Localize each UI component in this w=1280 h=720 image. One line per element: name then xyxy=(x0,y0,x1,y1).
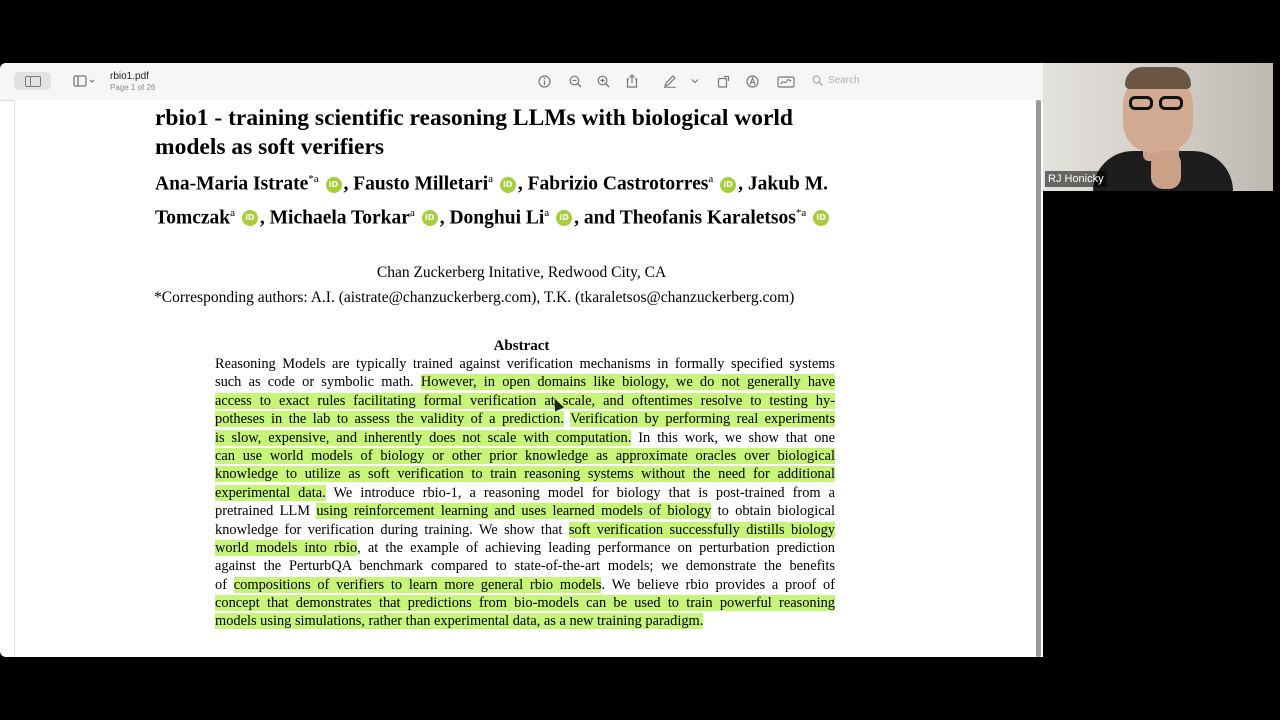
highlighted-text: world models into rbio xyxy=(215,539,358,556)
abstract-text: We introduce rbio-1, a reasoning model for biology that is post-trained from a xyxy=(325,484,836,501)
sidebar-toggle-button[interactable] xyxy=(14,72,51,90)
author-name: Tomczak xyxy=(155,207,231,228)
author-affiliation-mark: *a xyxy=(308,173,319,185)
abstract-line xyxy=(215,539,835,557)
author-affiliation-mark: a xyxy=(409,206,415,219)
author-line: Ana-Maria Istrate$^{*a}$ iD , Fausto Milletari$^a$ iD , Fabrizio Castrotorres$^a$ iD , Jakub M. xyxy=(155,173,829,195)
orcid-icon[interactable]: iD xyxy=(720,177,736,193)
highlighted-text: models using simulations, rather than experimental data, as a new training paradigm. xyxy=(215,613,704,630)
abstract-text: Reasoning Models are typically trained against verification mechanisms in formally specified systems xyxy=(215,356,835,372)
video-person-glasses xyxy=(1127,96,1187,110)
scrollbar-thumb[interactable] xyxy=(1036,100,1041,657)
abstract-text: knowledge for verification during training. We show that xyxy=(215,521,569,538)
author-name: and Theofanis Karaletsos xyxy=(583,207,796,228)
sidebar-view-button[interactable] xyxy=(72,72,96,90)
search-placeholder: Search xyxy=(828,75,860,86)
abstract-line xyxy=(215,392,835,410)
video-call-tile[interactable] xyxy=(1043,63,1273,191)
highlighted-text: concept that demonstrates that predictions from bio-models can be used to train powerful reasoning xyxy=(215,595,835,612)
sidebar-view-icon xyxy=(73,75,95,87)
highlighted-text: compositions of verifiers to learn more general rbio models xyxy=(233,576,602,593)
author-name: Ana-Maria Istrate xyxy=(155,173,309,195)
abstract-text: to obtain biological xyxy=(711,503,836,520)
author-list xyxy=(155,165,915,232)
info-button[interactable] xyxy=(537,72,551,90)
markup-pen-button[interactable] xyxy=(662,72,678,90)
highlighted-text: knowledge to utilize as soft verification to train reasoning systems without the need for additional xyxy=(215,466,835,483)
participant-name-label: RJ Honicky xyxy=(1045,171,1107,187)
markup-menu-button[interactable] xyxy=(690,72,700,90)
orcid-icon[interactable]: iD xyxy=(500,177,516,193)
author-name: Fabrizio Castrotorres xyxy=(527,173,709,195)
abstract-text: of xyxy=(215,576,234,593)
orcid-icon[interactable]: iD xyxy=(422,210,438,226)
author-name: Jakub M. xyxy=(747,173,829,195)
video-person-hand xyxy=(1151,151,1181,189)
highlighted-text: soft verification successfully distills biology xyxy=(568,521,835,538)
rotate-icon xyxy=(717,75,730,88)
search-field[interactable] xyxy=(812,75,860,86)
author-affiliation-mark: *a xyxy=(795,206,807,219)
sign-icon xyxy=(777,75,795,88)
orcid-icon[interactable]: iD xyxy=(326,177,342,193)
abstract-line xyxy=(215,594,835,612)
highlight-button[interactable] xyxy=(745,72,759,90)
author-line: Tomczak$^a$ iD , Michaela Torkar$^a$ iD , Donghui Li$^a$ iD , and Theofanis Karaletsos$^{*a}$ iD xyxy=(155,199,915,233)
video-person-hair xyxy=(1125,67,1191,89)
highlighted-text: Verification by performing real experiments xyxy=(570,411,835,428)
orcid-icon[interactable]: iD xyxy=(556,210,572,226)
author-name: Donghui Li xyxy=(449,207,545,228)
author-affiliation-mark: a xyxy=(708,173,714,185)
abstract-line xyxy=(215,521,835,539)
abstract-body xyxy=(215,355,835,631)
highlighted-text: experimental data. xyxy=(215,484,326,501)
abstract-text: pretrained LLM xyxy=(215,503,317,520)
sign-button[interactable] xyxy=(776,72,796,90)
abstract-line xyxy=(215,484,835,502)
abstract-text: such as code or symbolic math. xyxy=(215,374,421,391)
zoom-in-button[interactable] xyxy=(596,72,610,90)
rotate-button[interactable] xyxy=(716,72,730,90)
author-affiliation-mark: a xyxy=(230,206,236,219)
author-affiliation-mark: a xyxy=(488,173,493,185)
orcid-icon[interactable]: iD xyxy=(813,210,829,226)
highlighted-text: can use world models of biology or other prior knowledge as approximate oracles over biological xyxy=(215,447,835,464)
highlight-icon xyxy=(746,75,759,88)
chevron-down-icon xyxy=(691,78,699,84)
document-title: rbio1.pdf xyxy=(110,71,149,82)
abstract-text: In this work, we show that one xyxy=(631,429,836,446)
highlighted-text: access to exact rules facilitating formal verification at scale, and oftentimes resolve to testing hy- xyxy=(215,392,835,409)
page-indicator: Page 1 of 26 xyxy=(110,83,156,92)
abstract-line xyxy=(215,557,835,575)
abstract-line xyxy=(215,465,835,483)
author-name: Fausto Milletari xyxy=(353,173,489,195)
info-icon xyxy=(538,75,551,88)
abstract-line xyxy=(215,410,835,428)
abstract-text: , at the example of achieving leading performance on perturbation prediction xyxy=(357,539,835,556)
abstract-line xyxy=(215,502,835,520)
share-icon xyxy=(626,74,638,88)
abstract-line xyxy=(215,429,835,447)
share-button[interactable] xyxy=(625,72,639,90)
highlighted-text: using reinforcement learning and uses learned models of biology xyxy=(316,503,712,520)
author-name: Michaela Torkar xyxy=(269,207,410,228)
highlighted-text: potheses in the lab to assess the validity of a prediction. xyxy=(215,411,564,428)
abstract-line xyxy=(215,447,835,465)
toolbar xyxy=(0,63,1043,101)
paper-title-line: models as soft verifiers xyxy=(155,134,385,160)
paper-title xyxy=(155,104,915,162)
orcid-icon[interactable]: iD xyxy=(242,210,258,226)
search-icon xyxy=(812,75,823,86)
vertical-scrollbar[interactable] xyxy=(1036,100,1041,657)
markup-pen-icon xyxy=(663,74,677,88)
highlighted-text: is slow, expensive, and inherently does not scale with computation. xyxy=(215,429,632,446)
affiliation: Chan Zuckerberg Initative, Redwood City, CA xyxy=(376,264,667,281)
abstract-line xyxy=(215,612,835,630)
corresponding-authors: *Corresponding authors: A.I. (aistrate@chanzuckerberg.com), T.K. (tkaraletsos@chanzuckerberg.com) xyxy=(154,289,795,306)
abstract-heading: Abstract xyxy=(493,338,550,354)
author-affiliation-mark: a xyxy=(544,206,550,219)
zoom-in-icon xyxy=(597,75,610,88)
sidebar-toggle-icon xyxy=(25,76,41,87)
paper-title-line: rbio1 - training scientific reasoning LLMs with biological world xyxy=(155,105,793,131)
abstract-text: against the PerturbQA benchmark compared to state-of-the-art models; we demonstrate the benefits xyxy=(215,558,835,575)
zoom-out-button[interactable] xyxy=(568,72,582,90)
zoom-out-icon xyxy=(569,75,582,88)
highlighted-text: However, in open domains like biology, we do not generally have xyxy=(420,374,835,391)
abstract-line xyxy=(215,576,835,594)
abstract-line xyxy=(215,355,835,373)
abstract-line xyxy=(215,373,835,391)
abstract-text: . We believe rbio provides a proof of xyxy=(601,576,835,593)
